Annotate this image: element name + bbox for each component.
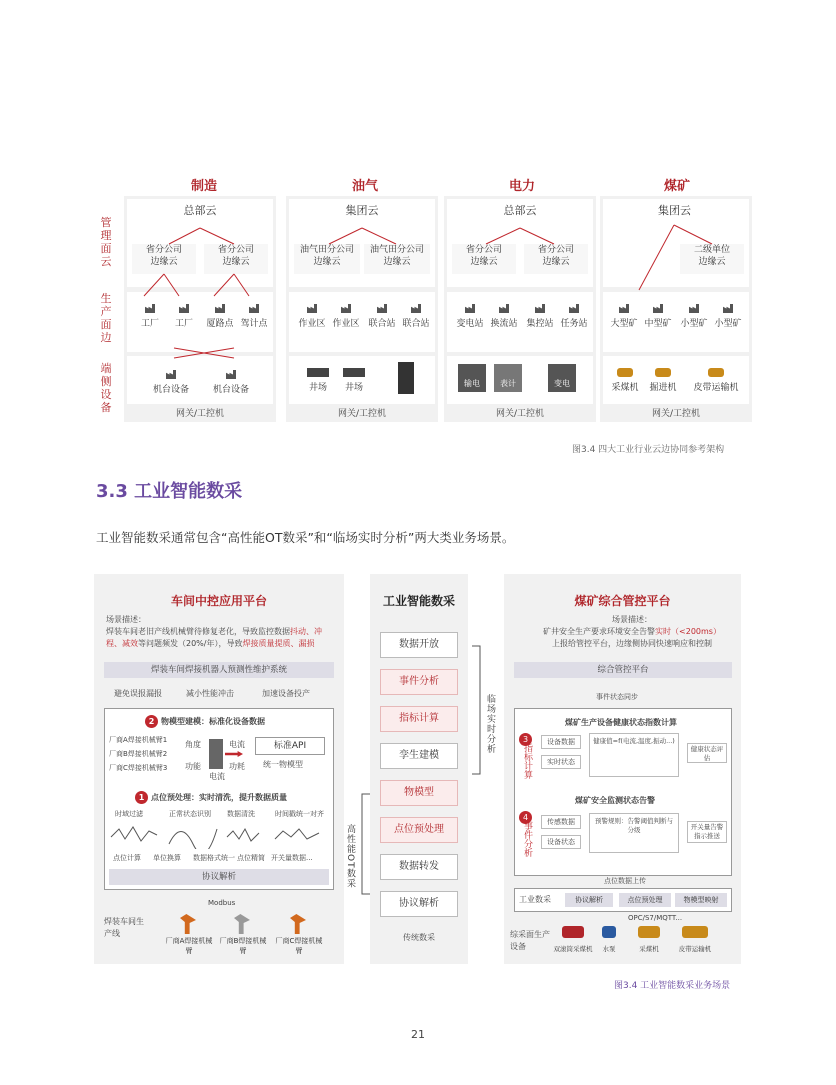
substation-icon: 变电	[548, 364, 576, 392]
capability-item: 数据转发	[380, 854, 458, 880]
factory-node: 工厂	[130, 304, 170, 329]
output-box: 健康状态评估	[687, 743, 727, 763]
collect-label: 工业数采	[519, 895, 551, 904]
mine-node: 小型矿	[674, 304, 714, 329]
step-1-title: 1 点位预处理：实时清洗，提升数据质量	[135, 791, 287, 804]
gateway-label: 网关/工控机	[495, 409, 545, 419]
side-label-analysis: 临场实时分析	[485, 694, 495, 754]
mine-node: 小型矿	[708, 304, 748, 329]
attr-label: 角度	[185, 740, 201, 749]
device-label: 水泵	[602, 945, 616, 953]
motion-label: 电流	[209, 772, 225, 781]
device-node: 井场	[298, 368, 338, 393]
panel-title: 煤矿综合管控平台	[574, 594, 671, 608]
section-title: 3.3 工业智能数采	[96, 481, 243, 502]
page-number: 21	[411, 1028, 425, 1041]
process-box: 2 物模型建模：标准化设备数据 厂商A焊接机械臂1 厂商B焊接机械臂2 厂商C焊接机械臂3 角度 功能 电流 功耗 标准API 统一物模型 电流 1 点位预处理：实时清洗，提升数据质量 时域过滤 正常状态识别 数据清洗 时间戳统一对齐 点位计算 单位换算 数据格式统一 点位精简 开关量数据... 协议解析	[104, 708, 334, 890]
device-node: 皮带运输机	[688, 368, 744, 393]
figure-caption: 图3.4 四大工业行业云边协同参考架构	[572, 445, 725, 455]
factory-node: 驾计点	[234, 304, 274, 329]
input-box: 传感数据	[541, 815, 581, 829]
capability-item: 物模型	[380, 780, 458, 806]
robot-icon	[180, 914, 196, 934]
robot-label: 厂商C焊接机械臂	[275, 937, 323, 955]
station-node: 换流站	[484, 304, 524, 329]
modbus-label: Modbus	[208, 899, 236, 907]
left-panel	[94, 574, 344, 964]
formula-box: 健康值=f(电流,温度,振动...)	[589, 733, 679, 777]
panel-title: 车间中控应用平台	[170, 594, 267, 608]
device-label: 双滚筒采煤机	[553, 945, 593, 953]
benefit: 加速设备投产	[262, 689, 310, 698]
traditional-label: 传统数采	[403, 933, 435, 942]
sync-label: 事件状态同步	[596, 693, 638, 701]
devices-label: 综采面生产设备	[510, 930, 550, 951]
figure-data-collection	[94, 574, 741, 966]
station-node: 变电站	[450, 304, 490, 329]
intro-paragraph: 工业智能数采通常包含“高性能OT数采”和“临场实时分析”两大类业务场景。	[96, 530, 515, 545]
cloud-zone: 总部云	[447, 199, 593, 287]
robot-icon	[234, 914, 250, 934]
factory-node: 厦路点	[200, 304, 240, 329]
row-label-device: 端侧设备	[100, 362, 112, 414]
device-label: 采煤机	[639, 945, 659, 953]
side-label-ot: 高性能OT数采	[345, 824, 355, 889]
protocols-label: OPC/S7/MQTT...	[628, 914, 683, 922]
panel-title: 工业智能数采	[382, 594, 455, 608]
collect-item: 点位预处理	[619, 893, 671, 907]
analysis-box	[514, 708, 732, 876]
capability-item: 指标计算	[380, 706, 458, 732]
output-box: 开关量告警指示推送	[687, 821, 727, 843]
figure-architecture	[94, 170, 742, 425]
input-list: 厂商A焊接机械臂1 厂商B焊接机械臂2 厂商C焊接机械臂3	[109, 736, 168, 772]
device-node: 采煤机	[606, 368, 644, 393]
station-node: 集控站	[520, 304, 560, 329]
edge-cloud-box: 省分公司 边缘云	[132, 244, 196, 274]
input-box: 实时状态	[541, 755, 581, 769]
step-4-side: 4	[519, 805, 535, 824]
industry-header: 制造	[190, 179, 217, 194]
capability-item: 事件分析	[380, 669, 458, 695]
transmission-icon: 输电	[458, 364, 486, 392]
robot-label: 厂商A焊接机械臂	[165, 937, 213, 955]
attr-label: 功耗	[229, 762, 245, 771]
system-bar: 焊装车间焊接机器人预测性维护系统	[104, 662, 334, 678]
device-node: 掘进机	[644, 368, 682, 393]
collect-box	[514, 888, 732, 912]
gateway-label: 网关/工控机	[337, 409, 387, 419]
device-node: 机台设备	[146, 370, 196, 395]
factory-node: 工厂	[164, 304, 204, 329]
step-3-side: 3	[519, 727, 535, 746]
step-2-title: 2 物模型建模：标准化设备数据	[145, 715, 265, 728]
miner-icon	[638, 926, 660, 938]
edge-cloud-box: 二级单位 边缘云	[680, 244, 744, 274]
edge-cloud-box: 油气田分公司 边缘云	[294, 244, 360, 274]
gateway-label: 网关/工控机	[651, 409, 701, 419]
station-node: 任务站	[554, 304, 594, 329]
arrow-right-icon	[225, 751, 243, 757]
edge-cloud-box: 省分公司 边缘云	[452, 244, 516, 274]
bracket-lines	[356, 574, 486, 966]
benefit: 避免误报漏报	[114, 689, 162, 698]
site-node: 联合站	[396, 304, 436, 329]
gateway-label: 网关/工控机	[175, 409, 225, 419]
attr-label: 功能	[185, 762, 201, 771]
upload-label: 点位数据上传	[604, 877, 646, 885]
cloud-zone: 集团云	[603, 199, 749, 287]
row-label-edge: 生产面边	[100, 292, 112, 344]
robot-label: 厂商B焊接机械臂	[219, 937, 267, 955]
robot-arm-icon	[209, 739, 223, 769]
line-label: 焊装车间生产线	[104, 917, 144, 938]
shearer-icon	[562, 926, 584, 938]
site-node: 联合站	[362, 304, 402, 329]
platform-bar: 综合管控平台	[514, 662, 732, 678]
benefit: 减小性能冲击	[186, 689, 234, 698]
mine-node: 中型矿	[638, 304, 678, 329]
edge-cloud-box: 省分公司 边缘云	[204, 244, 268, 274]
waveform-icons	[109, 819, 331, 849]
industry-header: 电力	[508, 179, 535, 194]
unified-model-label: 统一物模型	[263, 760, 303, 769]
step-2-badge: 2	[145, 715, 158, 728]
robot-icon	[290, 914, 306, 934]
input-box: 设备数据	[541, 735, 581, 749]
input-box: 设备状态	[541, 835, 581, 849]
rule-box: 预警规则：告警阈值判断与分级	[589, 813, 679, 853]
scene-description: 场景描述： 焊装车间老旧产线机械臂待修复老化，导致监控数据抖动、冲程、减效等问题频发（20%/年），导致焊接质量提质、漏损	[106, 615, 322, 648]
device-node: 井场	[334, 368, 374, 393]
protocol-bar: 协议解析	[109, 869, 329, 885]
industry-header: 煤矿	[663, 179, 690, 194]
step-1-badge: 1	[135, 791, 148, 804]
capability-item: 协议解析	[380, 891, 458, 917]
step-4-title: 煤矿安全监测状态告警	[575, 796, 655, 805]
site-node: 作业区	[292, 304, 332, 329]
cloud-zone: 集团云	[289, 199, 435, 287]
conveyor-icon	[682, 926, 708, 938]
mine-node: 大型矿	[604, 304, 644, 329]
device-node: 机台设备	[206, 370, 256, 395]
collect-item: 物模型映射	[675, 893, 727, 907]
site-node: 作业区	[326, 304, 366, 329]
industry-header: 油气	[351, 179, 378, 194]
device-label: 皮带运输机	[678, 945, 712, 953]
capability-item: 数据开放	[380, 632, 458, 658]
attr-label: 电流	[229, 740, 245, 749]
standard-api-box: 标准API	[255, 737, 325, 755]
collect-item: 协议解析	[565, 893, 613, 907]
figure-caption: 图3.4 工业智能数采业务场景	[614, 981, 731, 991]
step-3-side-label: 指标计算	[522, 743, 532, 779]
pump-icon	[602, 926, 616, 938]
scene-description: 场景描述： 矿井安全生产要求环境安全告警实时（<200ms） 上报给管控平台，边缘侧协同快速响应和控制	[543, 615, 721, 648]
connector-lines	[94, 170, 739, 425]
right-panel	[504, 574, 741, 964]
capability-item: 孪生建模	[380, 743, 458, 769]
capability-item: 点位预处理	[380, 817, 458, 843]
step-4-side-label: 事件分析	[522, 821, 532, 857]
edge-cloud-box: 省分公司 边缘云	[524, 244, 588, 274]
step-3-title: 煤矿生产设备健康状态指数计算	[565, 718, 677, 727]
edge-cloud-box: 油气田分公司 边缘云	[364, 244, 430, 274]
row-label-cloud: 管理面云	[100, 216, 112, 268]
cloud-name: 总部云	[183, 204, 217, 217]
meter-icon: 表计	[494, 364, 522, 392]
